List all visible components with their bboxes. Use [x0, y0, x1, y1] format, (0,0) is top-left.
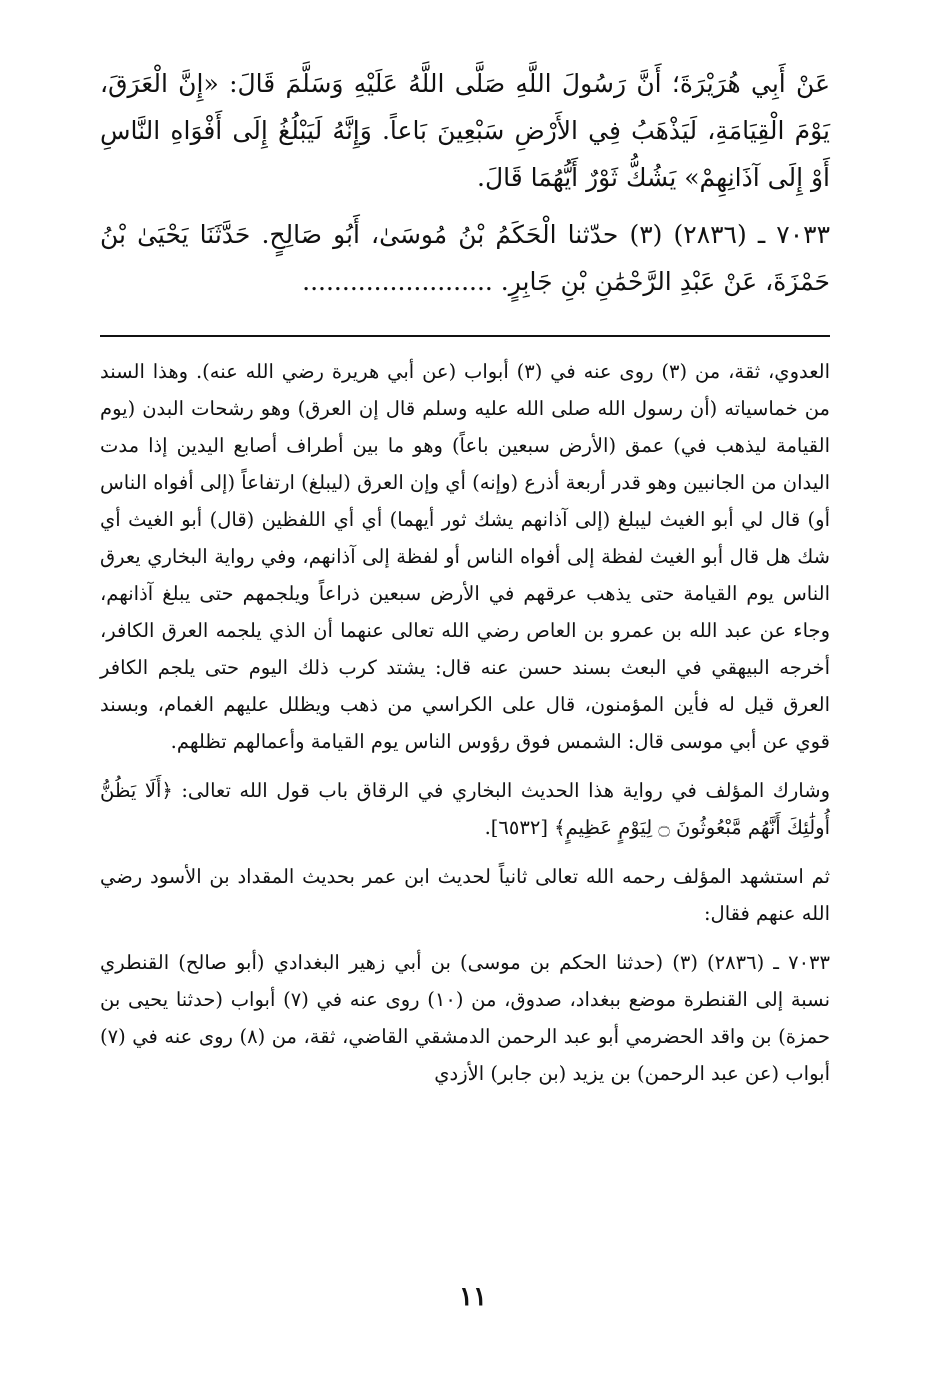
hadith-main-text: [100, 60, 830, 305]
commentary-paragraph-1: العدوي، ثقة، من (٣) روى عنه في (٣) أبواب (عن أبي هريرة رضي الله عنه). وهذا السند من خماسياته (أن رسول الله صلى الله عليه وسلم قال إن العرق) وهو رشحات البدن (يوم القيامة ليذهب في) عمق (الأرض سبعين باعاً) وهو ما بين أطراف أصابع اليدين إذا مدت اليدان من الجانبين وهو قدر أربعة أذرع (وإنه) أي وإن العرق (ليبلغ) ارتفاعاً (إلى أفواه الناس أو) قال لي أبو الغيث ليبلغ (إلى آذانهم يشك ثور أيهما) أي أي اللفظين (قال) أبو الغيث أي شك هل قال أبو الغيث لفظة إلى أفواه الناس أو لفظة إلى آذانهم، وفي رواية البخاري يعرق الناس يوم القيامة حتى يذهب عرقهم في الأرض سبعين ذراعاً ويلجمهم حتى يبلغ آذانهم، وجاء عن عبد الله بن عمرو بن العاص رضي الله تعالى عنهما أن الذي يلجمه العرق الكافر، أخرجه البيهقي في البعث بسند حسن عنه قال: يشتد كرب ذلك اليوم حتى يلجم الكافر العرق قيل له فأين المؤمنون، قال على الكراسي من ذهب ويظلل عليهم الغمام، وبسند قوي عن أبي موسى قال: الشمس فوق رؤوس الناس يوم القيامة وأعمالهم تظلهم.: [100, 360, 830, 753]
hadith-paragraph-2: ٧٠٣٣ ـ (٢٨٣٦) (٣) حدّثنا الْحَكَمُ بْنُ مُوسَىٰ، أَبُو صَالِحٍ. حَدَّثَنَا يَحْيَىٰ بْنُ حَمْزَةَ، عَنْ عَبْدِ الرَّحْمَٰنِ بْنِ جَابِرٍ. ........................: [100, 220, 830, 296]
commentary-paragraph-4: ٧٠٣٣ ـ (٢٨٣٦) (٣) (حدثنا الحكم بن موسى) بن أبي زهير البغدادي (أبو صالح) القنطري نسبة إلى القنطرة موضع ببغداد، صدوق، من (١٠) روى عنه في (٧) أبواب (حدثنا يحيى بن حمزة) بن واقد الحضرمي أبو عبد الرحمن الدمشقي القاضي، ثقة، من (٨) روى عنه في (٧) أبواب (عن عبد الرحمن) بن يزيد (بن جابر) الأزدي: [100, 951, 831, 1085]
hadith-paragraph-1: عَنْ أَبِي هُرَيْرَةَ؛ أَنَّ رَسُولَ اللَّهِ صَلَّى اللَّهُ عَلَيْهِ وَسَلَّمَ قَالَ: «إِنَّ الْعَرَقَ، يَوْمَ الْقِيَامَةِ، لَيَذْهَبُ فِي الأَرْضِ سَبْعِينَ بَاعاً. وَإِنَّهُ لَيَبْلُغُ إِلَى أَفْوَاهِ النَّاسِ أَوْ إِلَى آذَانِهِمْ» يَشُكُّ ثَوْرٌ أَيُّهُمَا قَالَ.: [100, 69, 830, 192]
commentary-paragraph-3: ثم استشهد المؤلف رحمه الله تعالى ثانياً لحديث ابن عمر بحديث المقداد بن الأسود رضي الله عنهم فقال:: [100, 865, 830, 925]
commentary-paragraph-2: وشارك المؤلف في رواية هذا الحديث البخاري في الرقاق باب قول الله تعالى: ﴿أَلَا يَظُنُّ أُولَٰئِكَ أَنَّهُم مَّبْعُوثُونَ ۝ لِيَوْمٍ عَظِيمٍ﴾ [٦٥٣٢].: [100, 779, 830, 839]
book-page: [100, 60, 830, 1104]
commentary-text: [100, 353, 830, 1092]
footnote-divider: [100, 335, 830, 337]
page-number: ١١: [459, 1282, 487, 1312]
